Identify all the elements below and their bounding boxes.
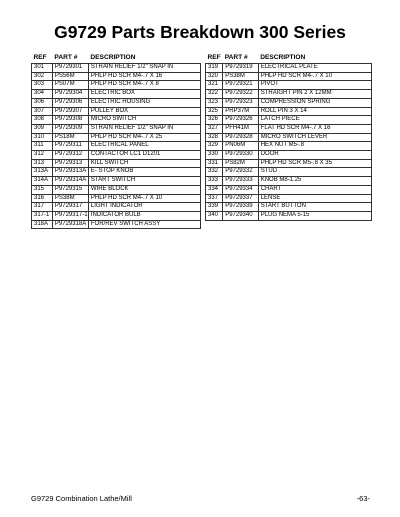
table-header-row	[32, 53, 201, 64]
ref-cell: 312	[32, 151, 53, 160]
description-cell: FLAT HD SCR M4-.7 X 16	[258, 124, 371, 133]
part-number-cell: P9729333	[223, 177, 259, 186]
table-row	[206, 159, 372, 168]
description-cell: HEX NUT M5-.8	[258, 142, 371, 151]
description-cell: START BUTTON	[258, 203, 371, 212]
ref-cell: 340	[206, 211, 223, 220]
table-row	[32, 90, 201, 99]
table-row	[206, 64, 372, 73]
ref-cell: 321	[206, 81, 223, 90]
ref-cell: 327	[206, 124, 223, 133]
ref-cell: 301	[32, 64, 53, 73]
table-row	[32, 98, 201, 107]
description-cell: STRAIGHT PIN 2 X 12MM	[258, 90, 371, 99]
description-cell: START SWITCH	[88, 177, 200, 186]
ref-cell: 304	[32, 90, 53, 99]
description-cell: PHLP HD SCR M4-.7 X 10	[258, 72, 371, 81]
part-number-cell: P9729337	[223, 194, 259, 203]
table-row	[32, 133, 201, 142]
table-row	[32, 64, 201, 73]
table-row	[206, 185, 372, 194]
part-number-cell: PS82M	[223, 159, 259, 168]
part-number-cell: PFH41M	[223, 124, 259, 133]
description-cell: WIRE BLOCK	[88, 185, 200, 194]
description-cell: CHART	[258, 185, 371, 194]
ref-cell: 318A	[32, 220, 53, 229]
ref-cell: 322	[206, 90, 223, 99]
table-row	[206, 124, 372, 133]
description-cell: PHLP HD SCR M4-.7 X 25	[88, 133, 200, 142]
part-number-cell: P9729317-1	[52, 211, 88, 220]
ref-cell: 302	[32, 72, 53, 81]
table-row	[32, 203, 201, 212]
ref-cell: 334	[206, 185, 223, 194]
part-number-cell: PN06M	[223, 142, 259, 151]
part-number-cell: P9729332	[223, 168, 259, 177]
table-row	[32, 124, 201, 133]
table-row	[32, 81, 201, 90]
part-number-cell: P9729318A	[52, 220, 88, 229]
part-header: PART #	[54, 53, 78, 61]
part-number-cell: P9729339	[223, 203, 259, 212]
part-number-cell: P9729326	[223, 116, 259, 125]
description-cell: CONTACTOR LC1 D1201	[88, 151, 200, 160]
table-header-row	[206, 53, 372, 64]
ref-cell: 313A	[32, 168, 53, 177]
part-number-cell: P9729311	[52, 142, 88, 151]
part-number-cell: P9729340	[223, 211, 259, 220]
ref-cell: 313	[32, 159, 53, 168]
ref-cell: 320	[206, 72, 223, 81]
ref-cell: 330	[206, 151, 223, 160]
ref-cell: 315	[32, 185, 53, 194]
ref-cell: 307	[32, 107, 53, 116]
table-row	[32, 168, 201, 177]
description-cell: STRAIN RELIEF 1/2" SNAP IN	[88, 124, 200, 133]
description-cell: ELECTRIC BOX	[88, 90, 200, 99]
part-number-cell: PS56M	[52, 72, 88, 81]
table-row	[206, 211, 372, 220]
ref-cell: 323	[206, 98, 223, 107]
ref-cell: 331	[206, 159, 223, 168]
table-row	[206, 72, 372, 81]
description-cell: PHLP HD SCR M4-.7 X 8	[88, 81, 200, 90]
table-row	[32, 151, 201, 160]
description-cell: DOOR	[258, 151, 371, 160]
table-row	[206, 177, 372, 186]
table-row	[206, 90, 372, 99]
part-number-cell: P9729312	[52, 151, 88, 160]
description-cell: KNOB M8-1.25	[258, 177, 371, 186]
description-cell: KILL SWITCH	[88, 159, 200, 168]
part-number-cell: P9729307	[52, 107, 88, 116]
part-number-cell: P9729313A	[52, 168, 88, 177]
ref-header: REF	[33, 53, 47, 61]
ref-cell: 306	[32, 98, 53, 107]
part-number-cell: P9729328	[223, 133, 259, 142]
ref-header: REF	[207, 53, 221, 61]
description-header: DESCRIPTION	[260, 53, 306, 61]
footer-page-number: -63-	[356, 494, 370, 503]
table-row	[32, 220, 201, 229]
ref-cell: 329	[206, 142, 223, 151]
parts-table-left	[31, 53, 201, 229]
part-number-cell: P9729313	[52, 159, 88, 168]
ref-cell: 311	[32, 142, 53, 151]
description-cell: MICRO SWITCH LEVER	[258, 133, 371, 142]
description-cell: INDICATOR BULB	[88, 211, 200, 220]
ref-cell: 317-1	[32, 211, 53, 220]
part-number-cell: PS07M	[52, 81, 88, 90]
table-row	[32, 159, 201, 168]
part-number-cell: PS38M	[223, 72, 259, 81]
description-cell: STUD	[258, 168, 371, 177]
description-cell: PHLP HD SCR M4-.7 X 10	[88, 194, 200, 203]
description-cell: STRAIN RELIEF 1/2" SNAP IN	[88, 64, 200, 73]
part-number-cell: P9729301	[52, 64, 88, 73]
ref-cell: 333	[206, 177, 223, 186]
table-row	[206, 142, 372, 151]
description-cell: ELECTRIC HOUSING	[88, 98, 200, 107]
description-cell: ELECTRICAL PANEL	[88, 142, 200, 151]
table-row	[32, 107, 201, 116]
part-number-cell: P9729321	[223, 81, 259, 90]
table-row	[206, 107, 372, 116]
table-row	[206, 194, 372, 203]
footer-manual-name: G9729 Combination Lathe/Mill	[31, 494, 132, 503]
description-cell: LIGHT INDICATOR	[88, 203, 200, 212]
table-row	[32, 177, 201, 186]
description-header: DESCRIPTION	[90, 53, 136, 61]
table-row	[32, 72, 201, 81]
ref-cell: 337	[206, 194, 223, 203]
description-cell: FOR/REV SWITCH ASSY	[88, 220, 200, 229]
ref-cell: 317	[32, 203, 53, 212]
part-number-cell: P9729314A	[52, 177, 88, 186]
table-row	[32, 194, 201, 203]
ref-cell: 310	[32, 133, 53, 142]
description-cell: PHLP HD SCR M5-.8 X 35	[258, 159, 371, 168]
description-cell: PHLP HD SCR M4-.7 X 16	[88, 72, 200, 81]
description-cell: MICRO SWITCH	[88, 116, 200, 125]
part-number-cell: P9729334	[223, 185, 259, 194]
part-number-cell: PRP37M	[223, 107, 259, 116]
part-number-cell: P9729322	[223, 90, 259, 99]
description-cell: PLUG NEMA 5-15	[258, 211, 371, 220]
part-number-cell: P9729315	[52, 185, 88, 194]
table-row	[206, 98, 372, 107]
page-title: G9729 Parts Breakdown 300 Series	[54, 22, 346, 42]
table-row	[206, 133, 372, 142]
ref-cell: 325	[206, 107, 223, 116]
part-number-cell: PS18M	[52, 133, 88, 142]
ref-cell: 332	[206, 168, 223, 177]
table-row	[206, 81, 372, 90]
part-number-cell: PS38M	[52, 194, 88, 203]
description-cell: PULLEY BOX	[88, 107, 200, 116]
ref-cell: 316	[32, 194, 53, 203]
ref-cell: 319	[206, 64, 223, 73]
part-number-cell: P9729308	[52, 116, 88, 125]
part-number-cell: P9729319	[223, 64, 259, 73]
table-row	[206, 151, 372, 160]
table-row	[32, 142, 201, 151]
description-cell: LENSE	[258, 194, 371, 203]
ref-cell: 308	[32, 116, 53, 125]
part-number-cell: P9729330	[223, 151, 259, 160]
ref-cell: 309	[32, 124, 53, 133]
description-cell: COMPRESSION SPRING	[258, 98, 371, 107]
part-number-cell: P9729323	[223, 98, 259, 107]
parts-table-right	[205, 53, 372, 221]
description-cell: ROLL PIN 3 X 14	[258, 107, 371, 116]
part-number-cell: P9729317	[52, 203, 88, 212]
table-row	[206, 168, 372, 177]
description-cell: ELECTRICAL PLATE	[258, 64, 371, 73]
ref-cell: 339	[206, 203, 223, 212]
ref-cell: 326	[206, 116, 223, 125]
part-number-cell: P9729306	[52, 98, 88, 107]
table-row	[32, 185, 201, 194]
description-cell: PIVOT	[258, 81, 371, 90]
part-header: PART #	[224, 53, 248, 61]
ref-cell: 328	[206, 133, 223, 142]
table-row	[32, 211, 201, 220]
description-cell: E- STOP KNOB	[88, 168, 200, 177]
ref-cell: 314A	[32, 177, 53, 186]
part-number-cell: P9729309	[52, 124, 88, 133]
part-number-cell: P9729304	[52, 90, 88, 99]
table-row	[32, 116, 201, 125]
table-row	[206, 203, 372, 212]
table-row	[206, 116, 372, 125]
ref-cell: 303	[32, 81, 53, 90]
description-cell: LATCH PIECE	[258, 116, 371, 125]
